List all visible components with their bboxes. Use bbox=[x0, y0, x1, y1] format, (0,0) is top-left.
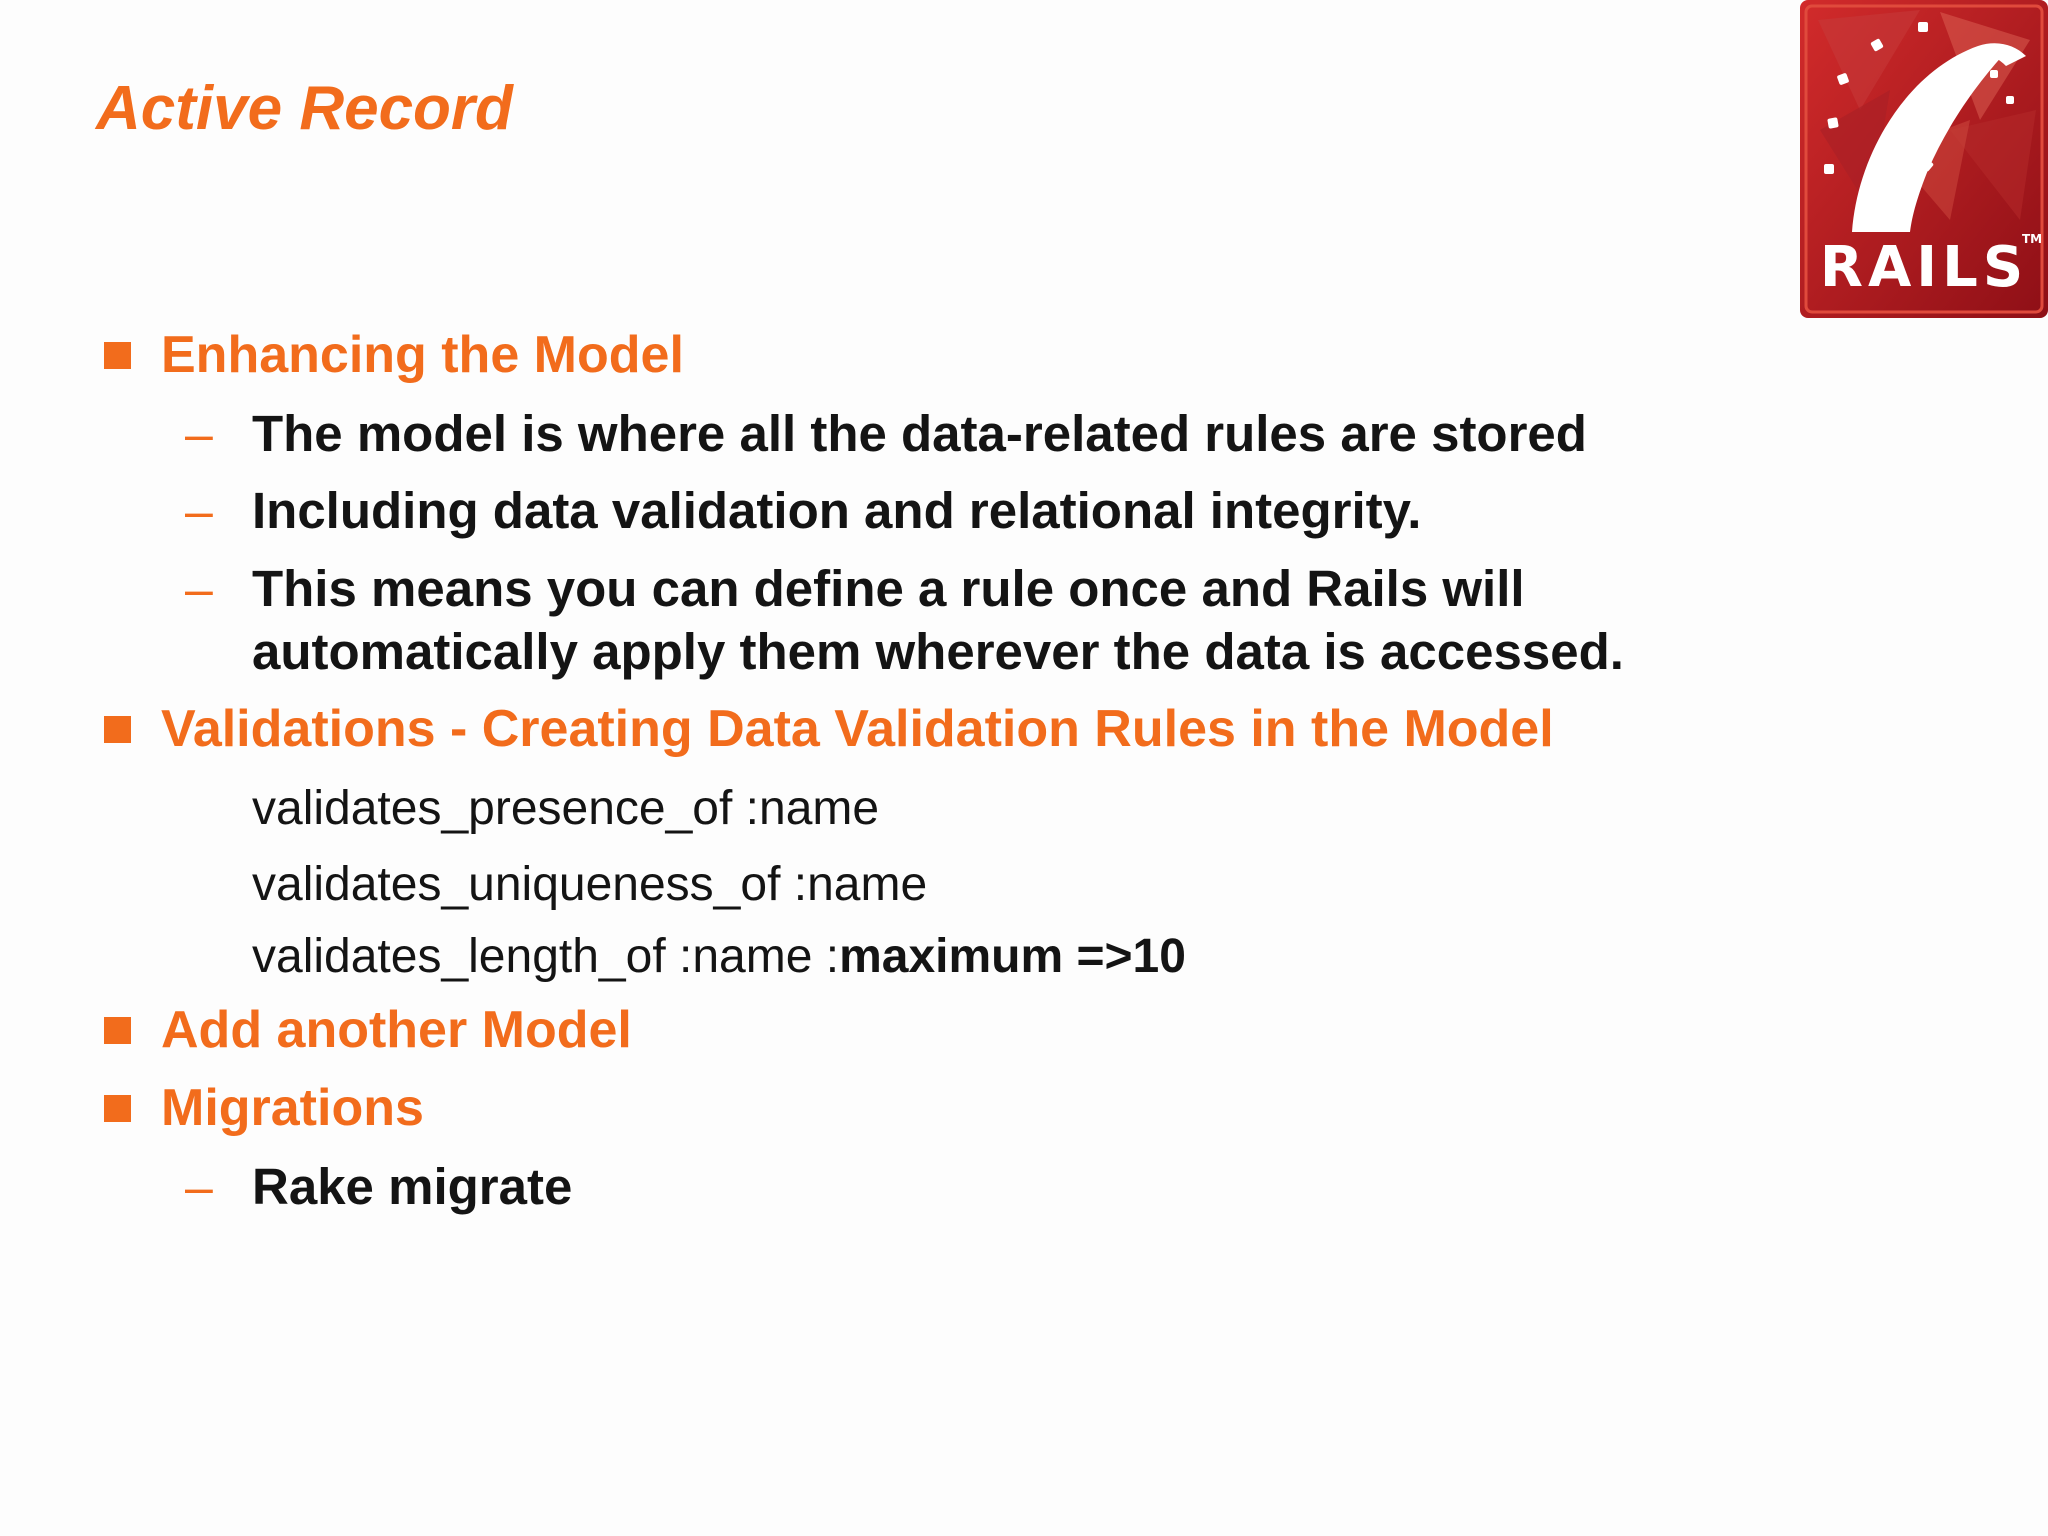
point-define-once-continued: automatically apply them wherever the data is accessed. bbox=[252, 623, 1624, 680]
dash-bullet: – bbox=[185, 1159, 213, 1215]
bullet-square bbox=[104, 1017, 131, 1044]
dash-bullet: – bbox=[185, 483, 213, 539]
rails-logo bbox=[1800, 0, 2048, 318]
dash-bullet: – bbox=[185, 406, 213, 462]
dash-bullet: – bbox=[185, 561, 213, 617]
section-heading-migrations: Migrations bbox=[161, 1079, 424, 1137]
code-line-uniqueness: validates_uniqueness_of :name bbox=[252, 858, 928, 911]
bullet-square bbox=[104, 342, 131, 369]
code-line-length-text: validates_length_of :name : bbox=[252, 930, 840, 983]
point-validation-integrity: Including data validation and relational integrity. bbox=[252, 482, 1422, 539]
section-heading-add-model: Add another Model bbox=[161, 1001, 632, 1059]
code-line-length bbox=[252, 929, 1186, 985]
slide-title: Active Record bbox=[96, 74, 513, 143]
bullet-square bbox=[104, 716, 131, 743]
code-line-presence: validates_presence_of :name bbox=[252, 782, 880, 835]
logo-wordmark: RAILS bbox=[1819, 235, 2029, 300]
point-model-rules: The model is where all the data-related rules are stored bbox=[252, 405, 1587, 462]
point-define-once: This means you can define a rule once and Rails will bbox=[252, 560, 1525, 617]
point-rake-migrate: Rake migrate bbox=[252, 1158, 573, 1215]
section-heading-validations: Validations - Creating Data Validation Rules in the Model bbox=[161, 700, 1554, 758]
bullet-square bbox=[104, 1095, 131, 1122]
logo-trademark: TM bbox=[2022, 232, 2043, 246]
code-line-length-option: maximum =>10 bbox=[839, 930, 1186, 983]
section-heading-enhancing: Enhancing the Model bbox=[161, 326, 684, 384]
